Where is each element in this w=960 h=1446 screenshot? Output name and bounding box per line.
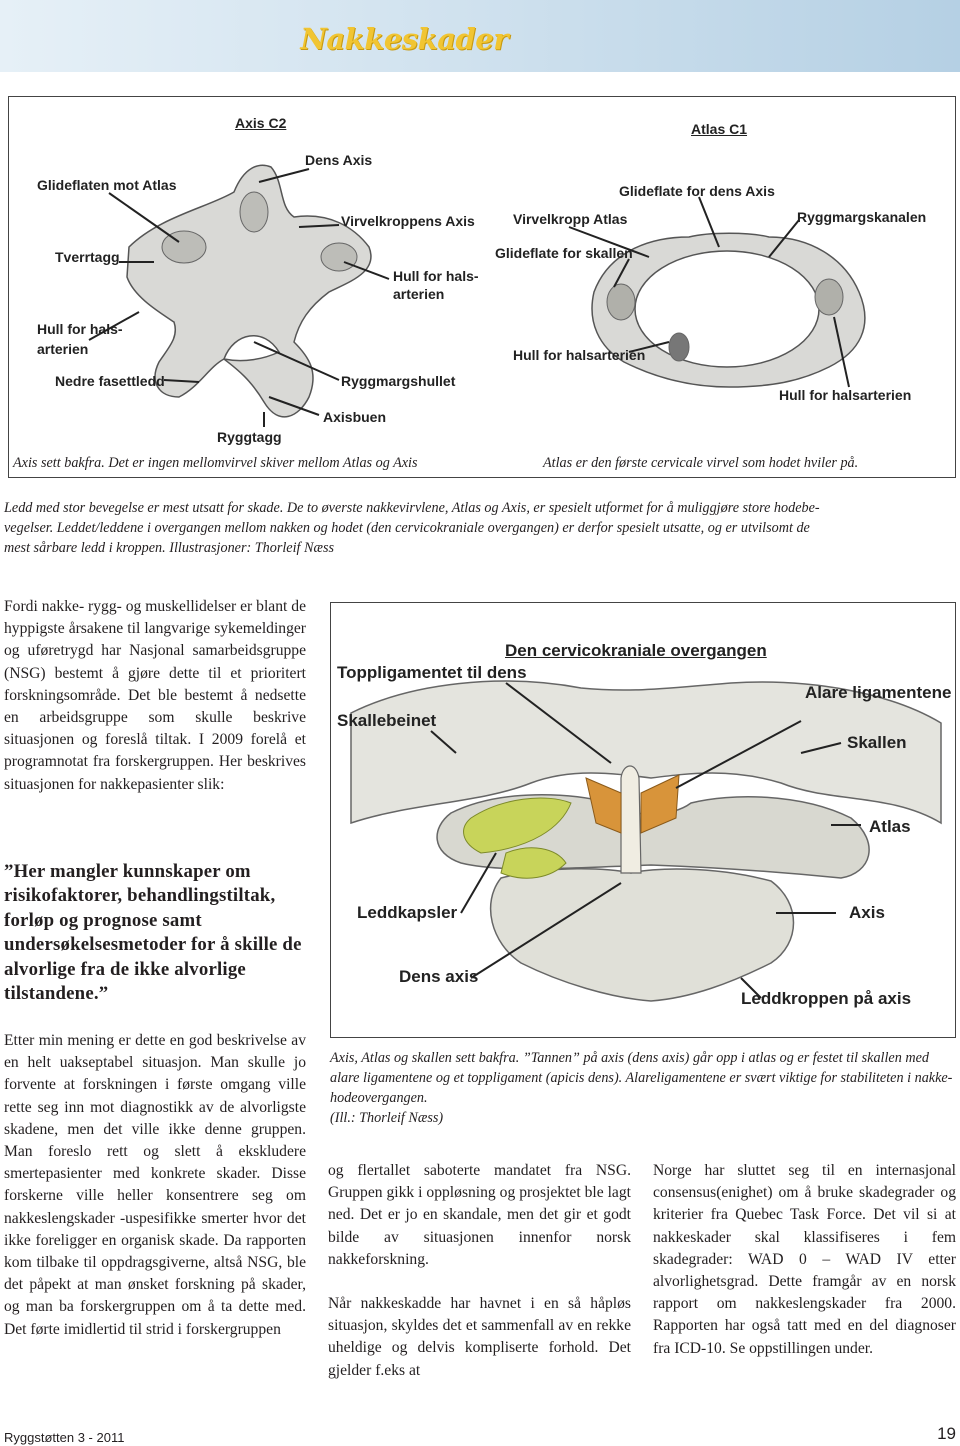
label-virvelkroppens-axis: Virvelkroppens Axis <box>341 213 475 229</box>
label-leddkapsler: Leddkapsler <box>357 903 458 922</box>
label-hull-axis <box>393 267 479 303</box>
left-para2-text: Etter min mening er dette en god beskrivelse av en helt uakseptabel situasjon. Man skulle jo forvente at forskningen i første omgang ville rette seg inn mot diagnostikk av de alvorligste skadene, men det ville ikke denne gruppen. Man foreslo rett og slett å ekskludere smertepasienter med konkrete skader. Disse forskerne ville heller konsentrere seg om nakkeslengskader -uspesifikke smerter hvor det ikke foreligger en organisk skade. Da rapporten kom tilbake til oppdragsgiverne, altså NSG, ble det påpekt at man ønsket forskning på skader, og man ba forskergruppen om å ta dette med. Det førte imidlertid til strid i forskergruppen <box>4 1032 306 1338</box>
label-skallen: Skallen <box>847 733 907 752</box>
label-skallebeinet: Skallebeinet <box>337 711 437 730</box>
atlas-title-label: Atlas C1 <box>691 121 748 137</box>
label-glideflate-dens: Glideflate for dens Axis <box>619 183 775 199</box>
label-axisbuen: Axisbuen <box>323 409 387 425</box>
figure-axis-atlas <box>8 96 956 478</box>
label-nedre-fasettledd: Nedre fasettledd <box>55 373 165 389</box>
figure2-title: Den cervicokraniale overgangen <box>505 641 767 660</box>
label-glideflaten-atlas: Glideflaten mot Atlas <box>37 177 177 193</box>
left-column-para1 <box>4 596 306 796</box>
label-hull-left-line2: arterien <box>37 341 89 357</box>
figure1-caption-left: Axis sett bakfra. Det er ingen mellomvirvel skiver mellom Atlas og Axis <box>13 455 418 471</box>
label-ryggmargshullet: Ryggmargshullet <box>341 373 456 389</box>
label-glideflate-skallen: Glideflate for skallen <box>495 245 633 261</box>
page-number: 19 <box>937 1424 956 1443</box>
pull-quote: ”Her mangler kunnskaper om risikofaktorer, behandlingstiltak, forløp og prognose samt undersøkelsesmetoder for å skille de alvorlige fra de ikke alvorlige tilstandene.” <box>4 861 302 1005</box>
label-atlas: Atlas <box>869 817 911 836</box>
label-virvelkropp-atlas: Virvelkropp Atlas <box>513 211 628 227</box>
label-toppligamentet: Toppligamentet til dens <box>337 663 527 682</box>
figure-cervicokranial <box>330 602 956 1038</box>
figure2-credit: (Ill.: Thorleif Næss) <box>330 1110 444 1126</box>
page-title: Nakkeskader <box>300 22 508 56</box>
main-caption-line2: vegelser. Leddet/leddene i overgangen mellom nakken og hodet (den cervicokraniale overgangen) er derfor spesielt utsatte, og er utvilsomt de <box>4 520 810 536</box>
middle-column <box>328 1160 631 1382</box>
label-leddkroppen: Leddkroppen på axis <box>741 989 912 1008</box>
main-caption-line3: mest sårbare ledd i kroppen. Illustrasjoner: Thorleif Næss <box>4 540 334 556</box>
figure2-caption-text: Axis, Atlas og skallen sett bakfra. ”Tannen” på axis (dens axis) går opp i atlas og er festet til skallen med alare ligamentene og et toppligament (apicis dens). Alareligamentene er svært viktige for stabiliteten i nakke- hodeovergangen. <box>330 1050 953 1106</box>
label-dens-axis: Dens Axis <box>305 152 373 168</box>
main-figure-caption <box>4 498 956 558</box>
figure1-caption-right: Atlas er den første cervicale virvel som hodet hviler på. <box>543 455 859 471</box>
label-alare: Alare ligamentene <box>805 683 952 702</box>
middle-para2-text: Når nakkeskadde har havnet i en så håpløs situasjon, skyldes det et sammenfall av en rekke uheldige og delvis kompliserte forhold. Det gjelder f.eks at <box>328 1295 631 1379</box>
label-hull-axis-line1: Hull for hals- <box>393 268 479 284</box>
footer-publication: Ryggstøtten 3 - 2011 <box>4 1430 125 1445</box>
label-hull-left-line1: Hull for hals- <box>37 321 123 337</box>
label-hull-axis-line2: arterien <box>393 286 445 302</box>
right-para1-text: Norge har sluttet seg til en internasjonal consensus(enighet) om å bruke skadegrader og kriterier fra Quebec Task Force. Det vil si at nakkeskader skal klassifiseres i fem skadegrader: WAD 0 – WAD IV etter alvorlighetsgrad. Dette framgår av en norsk rapport om nakkeslengskader fra 2000. Rapporten har også tatt med en del diagnoser fra ICD-10. Se oppstillingen under. <box>653 1162 956 1357</box>
label-tverrtagg: Tverrtagg <box>55 249 120 265</box>
label-hull-left <box>37 319 123 359</box>
left-column-para2 <box>4 1030 306 1341</box>
vertebrae-illustration <box>9 97 957 479</box>
label-axis: Axis <box>849 903 885 922</box>
label-dens-axis-2: Dens axis <box>399 967 479 986</box>
main-caption-line1: Ledd med stor bevegelse er mest utsatt for skade. De to øverste nakkevirvlene, Atlas og Axis, er spesielt utformet for å muliggjøre store hodebe- <box>4 500 820 516</box>
figure2-caption <box>330 1048 956 1128</box>
right-column <box>653 1160 956 1360</box>
label-hull-halsarterien-1: Hull for halsarterien <box>513 347 646 363</box>
label-ryggtagg: Ryggtagg <box>217 429 282 445</box>
label-ryggmargskanalen: Ryggmargskanalen <box>797 209 927 225</box>
label-hull-halsarterien-2: Hull for halsarterien <box>779 387 912 403</box>
axis-title-label: Axis C2 <box>235 115 287 131</box>
middle-para1-text: og flertallet saboterte mandatet fra NSG. Gruppen gikk i oppløsning og prosjektet ble lagt ned. Det er jo en skandale, men det gir et godt bilde av situasjonen innenfor norsk nakkeforskning. <box>328 1162 631 1268</box>
left-para1-text: Fordi nakke- rygg- og muskellidelser er blant de hyppigste årsakene til langvarige sykemeldinger og uføretrygd har Nasjonal samarbeidsgruppe (NSG) bestemt å gjøre dette til et prioritert forskningsområde. Det ble bestemt å nedsette en arbeidsgruppe som skulle beskrive situasjonen og foreslå tiltak. I 2009 forelå et programnotat fra forskergruppen. Her beskrives situasjonen for nakkepasienter slik: <box>4 598 306 793</box>
